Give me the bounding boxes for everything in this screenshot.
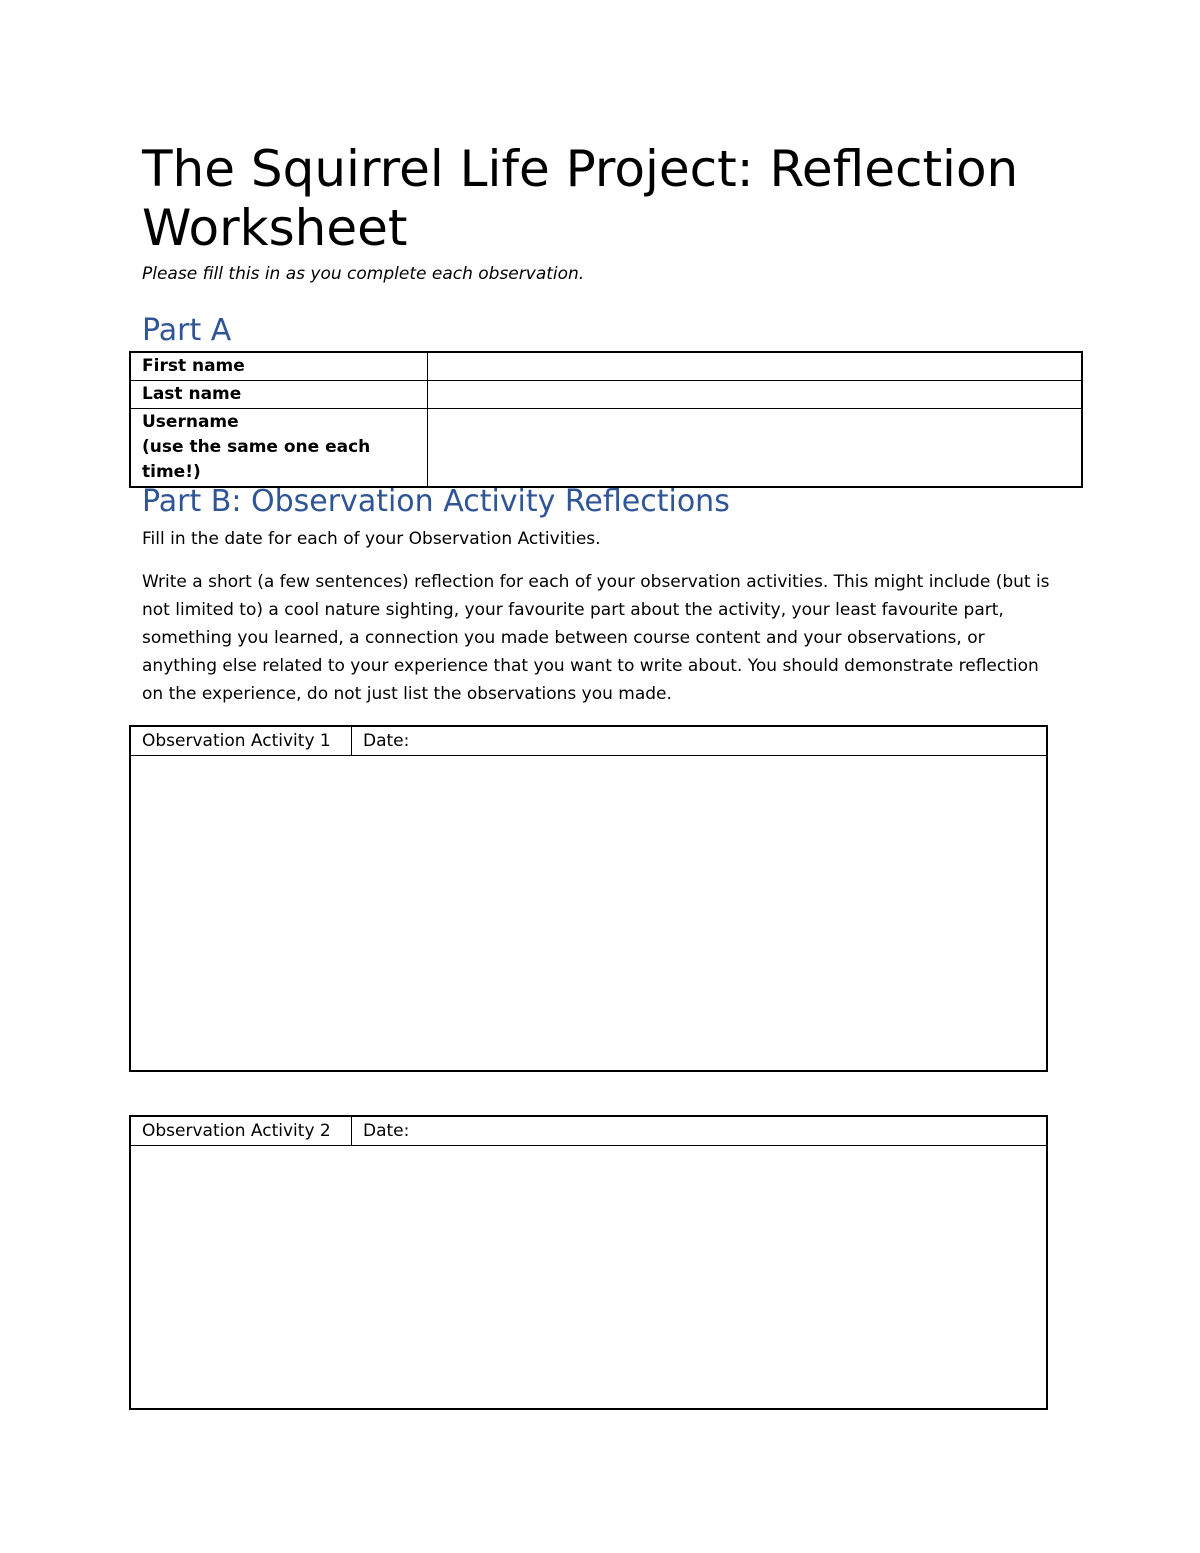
instruction-reflection: Write a short (a few sentences) reflection for each of your observation activities. This might include (but is not limited to) a cool nature sighting, your favourite part about the activity, your least favourite part, something you learned, a connection you made between course content and your observations, or anything else related to your experience that you want to write about. You should demonstrate reflection on the experience, do not just list the observations you made.	[142, 572, 1050, 704]
table-row	[130, 756, 1047, 1072]
part-a-heading: Part A	[142, 313, 232, 348]
activity-1-date-cell[interactable]	[352, 726, 1048, 756]
first-name-field[interactable]	[428, 352, 1083, 381]
table-row	[130, 726, 1047, 756]
username-label-cell	[130, 409, 428, 488]
username-label: Username	[142, 412, 239, 432]
activity-2-reflection-field[interactable]	[130, 1146, 1047, 1410]
page-title: The Squirrel Life Project: Reflection Worksheet	[142, 140, 1019, 257]
table-row	[130, 1146, 1047, 1410]
last-name-label: Last name	[130, 381, 428, 409]
observation-activity-2-table	[129, 1115, 1048, 1410]
activity-1-reflection-field[interactable]	[130, 756, 1047, 1072]
subtitle: Please fill this in as you complete each observation.	[142, 264, 585, 284]
username-sublabel: (use the same one each time!)	[142, 437, 371, 482]
instruction-date: Fill in the date for each of your Observation Activities.	[142, 529, 601, 549]
first-name-label: First name	[130, 352, 428, 381]
table-row	[130, 352, 1082, 381]
table-row	[130, 409, 1082, 488]
activity-2-date-label: Date:	[363, 1121, 410, 1141]
activity-1-date-label: Date:	[363, 731, 410, 751]
activity-2-date-cell[interactable]	[352, 1116, 1048, 1146]
observation-activity-1-table	[129, 725, 1048, 1072]
table-row	[130, 381, 1082, 409]
part-b-heading: Part B: Observation Activity Reflections	[142, 484, 730, 519]
username-field[interactable]	[428, 409, 1083, 488]
table-row	[130, 1116, 1047, 1146]
last-name-field[interactable]	[428, 381, 1083, 409]
activity-2-label: Observation Activity 2	[130, 1116, 352, 1146]
part-a-table	[129, 351, 1083, 488]
activity-1-label: Observation Activity 1	[130, 726, 352, 756]
